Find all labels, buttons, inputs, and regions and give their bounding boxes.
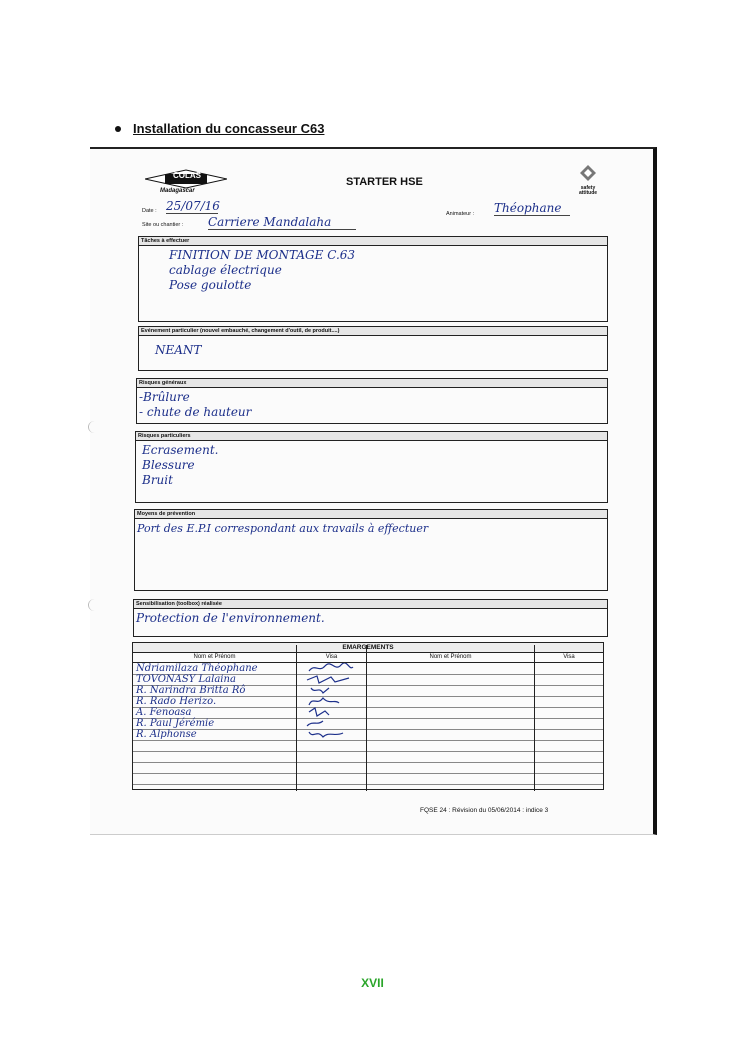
site-value: Carriere Mandalaha	[208, 215, 356, 230]
col-name-header: Nom et Prénom	[367, 653, 535, 662]
safety-logo-text: safety attitude	[578, 185, 598, 196]
form-title: STARTER HSE	[346, 176, 423, 188]
col-visa-header: Visa	[297, 653, 367, 662]
section-risques-particuliers	[135, 431, 608, 503]
section-title: Sensibilisation (toolbox) réalisée	[134, 600, 607, 609]
handwritten-line: NEANT	[155, 343, 202, 357]
col-name-header: Nom et Prénom	[133, 653, 297, 662]
signature-scribble	[305, 663, 355, 673]
section-title: Risques particuliers	[136, 432, 607, 441]
section-heading-text: Installation du concasseur C63	[133, 121, 325, 136]
signature-scribble	[305, 729, 355, 739]
signatory-name: R. Narindra Britta Rô	[136, 685, 246, 696]
section-title: Tâches à effectuer	[139, 237, 607, 246]
page-number: XVII	[361, 976, 384, 990]
signature-scribble	[305, 707, 355, 717]
form-footer: FQSE 24 : Révision du 05/06/2014 : indice 3	[420, 807, 549, 814]
signatory-name: R. Alphonse	[136, 729, 197, 740]
table-row	[133, 773, 603, 785]
logo-text: COLAS	[173, 171, 201, 180]
handwritten-line: -Brûlure	[139, 390, 190, 404]
logo-subtitle: Madagascar	[160, 188, 195, 194]
section-title: Moyens de prévention	[135, 510, 607, 519]
animateur-label: Animateur :	[446, 211, 475, 217]
binder-hole-mark	[88, 599, 101, 611]
handwritten-line: Port des E.P.I correspondant aux travails à effectuer	[137, 522, 429, 535]
signature-scribble	[305, 718, 355, 728]
signatory-name: R. Rado Herizo.	[136, 696, 217, 707]
signatory-name: TOVONASY Lalaina	[136, 674, 236, 685]
emargements-table	[132, 642, 604, 790]
section-evenement	[138, 326, 608, 371]
handwritten-line: - chute de hauteur	[139, 405, 252, 419]
col-visa-header: Visa	[563, 654, 575, 660]
signature-scribble	[305, 696, 355, 706]
section-sensibilisation	[133, 599, 608, 637]
site-label: Site ou chantier :	[142, 222, 184, 228]
emargements-header	[133, 653, 603, 663]
bullet-icon	[115, 126, 121, 132]
signature-scribble	[305, 685, 355, 695]
date-label: Date :	[142, 208, 157, 214]
section-heading	[115, 121, 324, 136]
safety-logo	[576, 165, 600, 195]
handwritten-line: Blessure	[142, 458, 195, 472]
safety-diamond-icon	[580, 165, 596, 181]
section-risques-generaux	[136, 378, 608, 424]
handwritten-line: FINITION DE MONTAGE C.63	[169, 248, 356, 262]
column-divider	[534, 645, 535, 791]
signatory-name: A. Fenoasa	[136, 707, 192, 718]
section-title: Risques généraux	[137, 379, 607, 388]
emargements-grid	[133, 663, 603, 791]
signatory-name: Ndriamilaza Théophane	[136, 663, 258, 674]
signature-scribble	[305, 674, 355, 684]
handwritten-line: Pose goulotte	[169, 278, 252, 292]
section-moyens-prevention	[134, 509, 608, 591]
column-divider	[366, 645, 367, 791]
handwritten-line: cablage électrique	[169, 263, 282, 277]
section-taches	[138, 236, 608, 322]
signatory-name: R. Paul Jérémie	[136, 718, 215, 729]
binder-hole-mark	[88, 421, 101, 433]
handwritten-line: Protection de l'environnement.	[136, 611, 325, 625]
date-value: 25/07/16	[166, 199, 220, 213]
section-title: Evénement particulier (nouvel embauché, changement d'outil, de produit....)	[139, 327, 607, 336]
column-divider	[296, 645, 297, 791]
animateur-value: Théophane	[494, 201, 570, 216]
handwritten-line: Ecrasement.	[142, 443, 219, 457]
emargements-title: EMARGEMENTS	[133, 643, 603, 653]
scanned-form	[90, 147, 657, 835]
handwritten-line: Bruit	[142, 473, 173, 487]
